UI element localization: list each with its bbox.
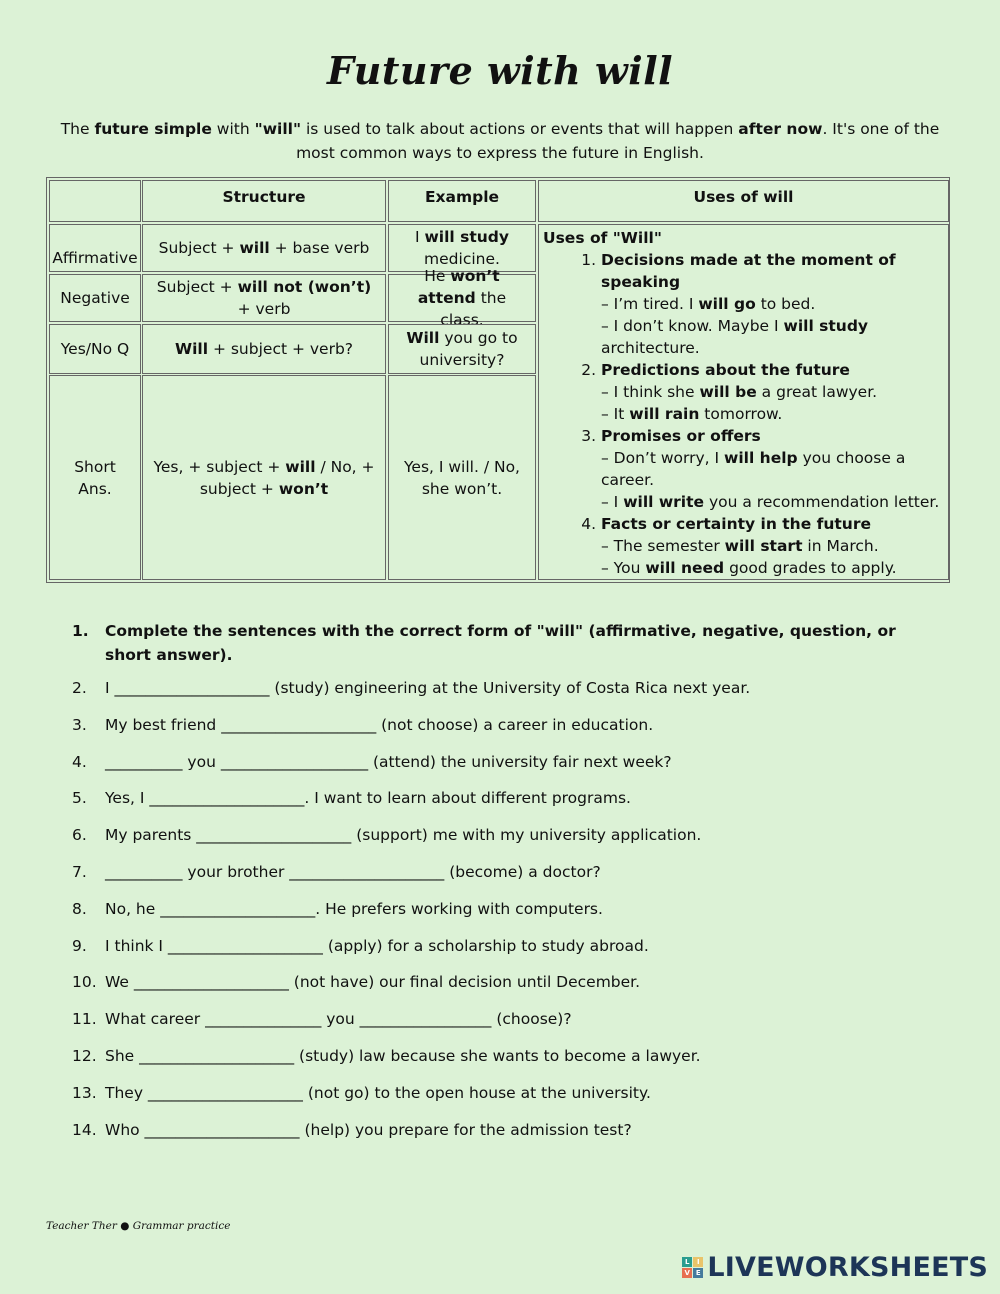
exercise-item-number: 7.: [72, 862, 87, 881]
exercise-instruction: 1. Complete the sentences with the correct form of "will" (affirmative, negative, question, or short answer).: [72, 622, 896, 664]
exercise-item-number: 4.: [72, 752, 87, 771]
exercise-item-text: I ____________________ (study) engineering at the University of Costa Rica next year.: [105, 679, 751, 697]
exercise-item[interactable]: [72, 898, 912, 935]
use-item: 1. Decisions made at the moment of speaking – I’m tired. I will go to bed. – I don’t know. Maybe I will study architecture.: [601, 249, 944, 359]
exercise-item[interactable]: [72, 1008, 912, 1045]
exercise-item-number: 9.: [72, 936, 87, 955]
exercise-item[interactable]: [72, 824, 912, 861]
exercise-item-text: My parents ____________________ (support) me with my university application.: [105, 826, 702, 845]
page-title: Future with will: [326, 48, 674, 93]
exercise-item[interactable]: [72, 935, 912, 972]
example-negative: He won’t attend the class.: [388, 274, 536, 322]
exercise-item[interactable]: [72, 751, 912, 788]
exercise-item-number: 13.: [72, 1083, 97, 1102]
exercise-item-text: She ____________________ (study) law because she wants to become a lawyer.: [105, 1046, 701, 1065]
intro-paragraph: The future simple with "will" is used to talk about actions or events that will happen after now. It's one of the most common ways to express the future in English.: [60, 120, 940, 162]
header-example: Example: [388, 180, 536, 222]
exercise-item[interactable]: [72, 971, 912, 1008]
liveworksheets-brand[interactable]: [682, 1252, 988, 1283]
exercise-item-text: No, he ____________________. He prefers working with computers.: [105, 899, 603, 918]
exercise-item[interactable]: [72, 714, 912, 751]
use-item: 3. Promises or offers – Don’t worry, I will help you choose a career. – I will write you a recommendation letter.: [601, 425, 944, 513]
uses-list: [543, 249, 944, 579]
exercise-item-text: My best friend ____________________ (not choose) a career in education.: [105, 715, 654, 734]
exercise-item-number: 5.: [72, 789, 87, 808]
structure-negative: Subject + will not (won’t) + verb: [142, 274, 386, 322]
structure-short-answer: Yes, + subject + will / No, + subject + won’t: [142, 375, 386, 580]
example-short-answer: Yes, I will. / No, she won’t.: [388, 375, 536, 580]
row-label-short-answer: Short Ans.: [49, 375, 141, 580]
exercise-item-number: 14.: [72, 1120, 97, 1139]
exercise-item-number: 8.: [72, 899, 87, 918]
structure-yes-no: Will + subject + verb?: [142, 324, 386, 374]
uses-heading: Uses of "Will": [543, 229, 662, 247]
exercise-item-text: We ____________________ (not have) our final decision until December.: [105, 973, 641, 992]
exercise-item-text: I think I ____________________ (apply) for a scholarship to study abroad.: [105, 936, 649, 955]
uses-of-will-cell: [538, 224, 949, 580]
exercise-item-number: 11.: [72, 1010, 97, 1029]
exercise-item-text: They ____________________ (not go) to the open house at the university.: [105, 1083, 651, 1102]
exercise-item-number: 6.: [72, 826, 87, 845]
exercise-item[interactable]: [72, 1119, 912, 1156]
row-label-negative: Negative: [49, 274, 141, 322]
exercise-item-number: 2.: [72, 679, 87, 697]
exercise-item[interactable]: [72, 787, 912, 824]
brand-text: LIVEWORKSHEETS: [707, 1252, 988, 1283]
use-item: 4. Facts or certainty in the future – The semester will start in March. – You will need good grades to apply.: [601, 513, 944, 579]
exercise-section: [72, 619, 912, 1155]
use-item: 2. Predictions about the future – I think she will be a great lawyer. – It will rain tomorrow.: [601, 359, 944, 425]
exercise-item[interactable]: [72, 861, 912, 898]
exercise-item-number: 10.: [72, 973, 97, 992]
row-label-yes-no: Yes/No Q: [49, 324, 141, 374]
liveworksheets-logo-icon: L I V E: [682, 1257, 703, 1278]
exercise-item-number: 12.: [72, 1046, 97, 1065]
header-structure: Structure: [142, 180, 386, 222]
exercise-item[interactable]: [72, 1045, 912, 1082]
exercise-item-text: What career _______________ you _________________ (choose)?: [105, 1010, 572, 1029]
structure-affirmative: Subject + will + base verb: [142, 224, 386, 272]
example-affirmative: I will study medicine.: [388, 224, 536, 272]
exercise-item-text: Yes, I ____________________. I want to learn about different programs.: [105, 789, 631, 808]
exercise-item-text: __________ you ___________________ (attend) the university fair next week?: [105, 752, 672, 771]
header-empty-cell: [49, 180, 141, 222]
row-label-affirmative: Affirmative: [49, 224, 141, 272]
footer-credit: Teacher Ther ● Grammar practice: [46, 1220, 231, 1232]
exercise-item-number: 3.: [72, 715, 87, 734]
header-uses: Uses of will: [538, 180, 949, 222]
exercise-item[interactable]: [72, 1082, 912, 1119]
exercise-item[interactable]: [72, 677, 912, 714]
exercise-item-text: Who ____________________ (help) you prepare for the admission test?: [105, 1120, 632, 1139]
grammar-table: [46, 177, 950, 583]
exercise-item-text: __________ your brother ____________________ (become) a doctor?: [105, 862, 601, 881]
example-yes-no: Will you go to university?: [388, 324, 536, 374]
